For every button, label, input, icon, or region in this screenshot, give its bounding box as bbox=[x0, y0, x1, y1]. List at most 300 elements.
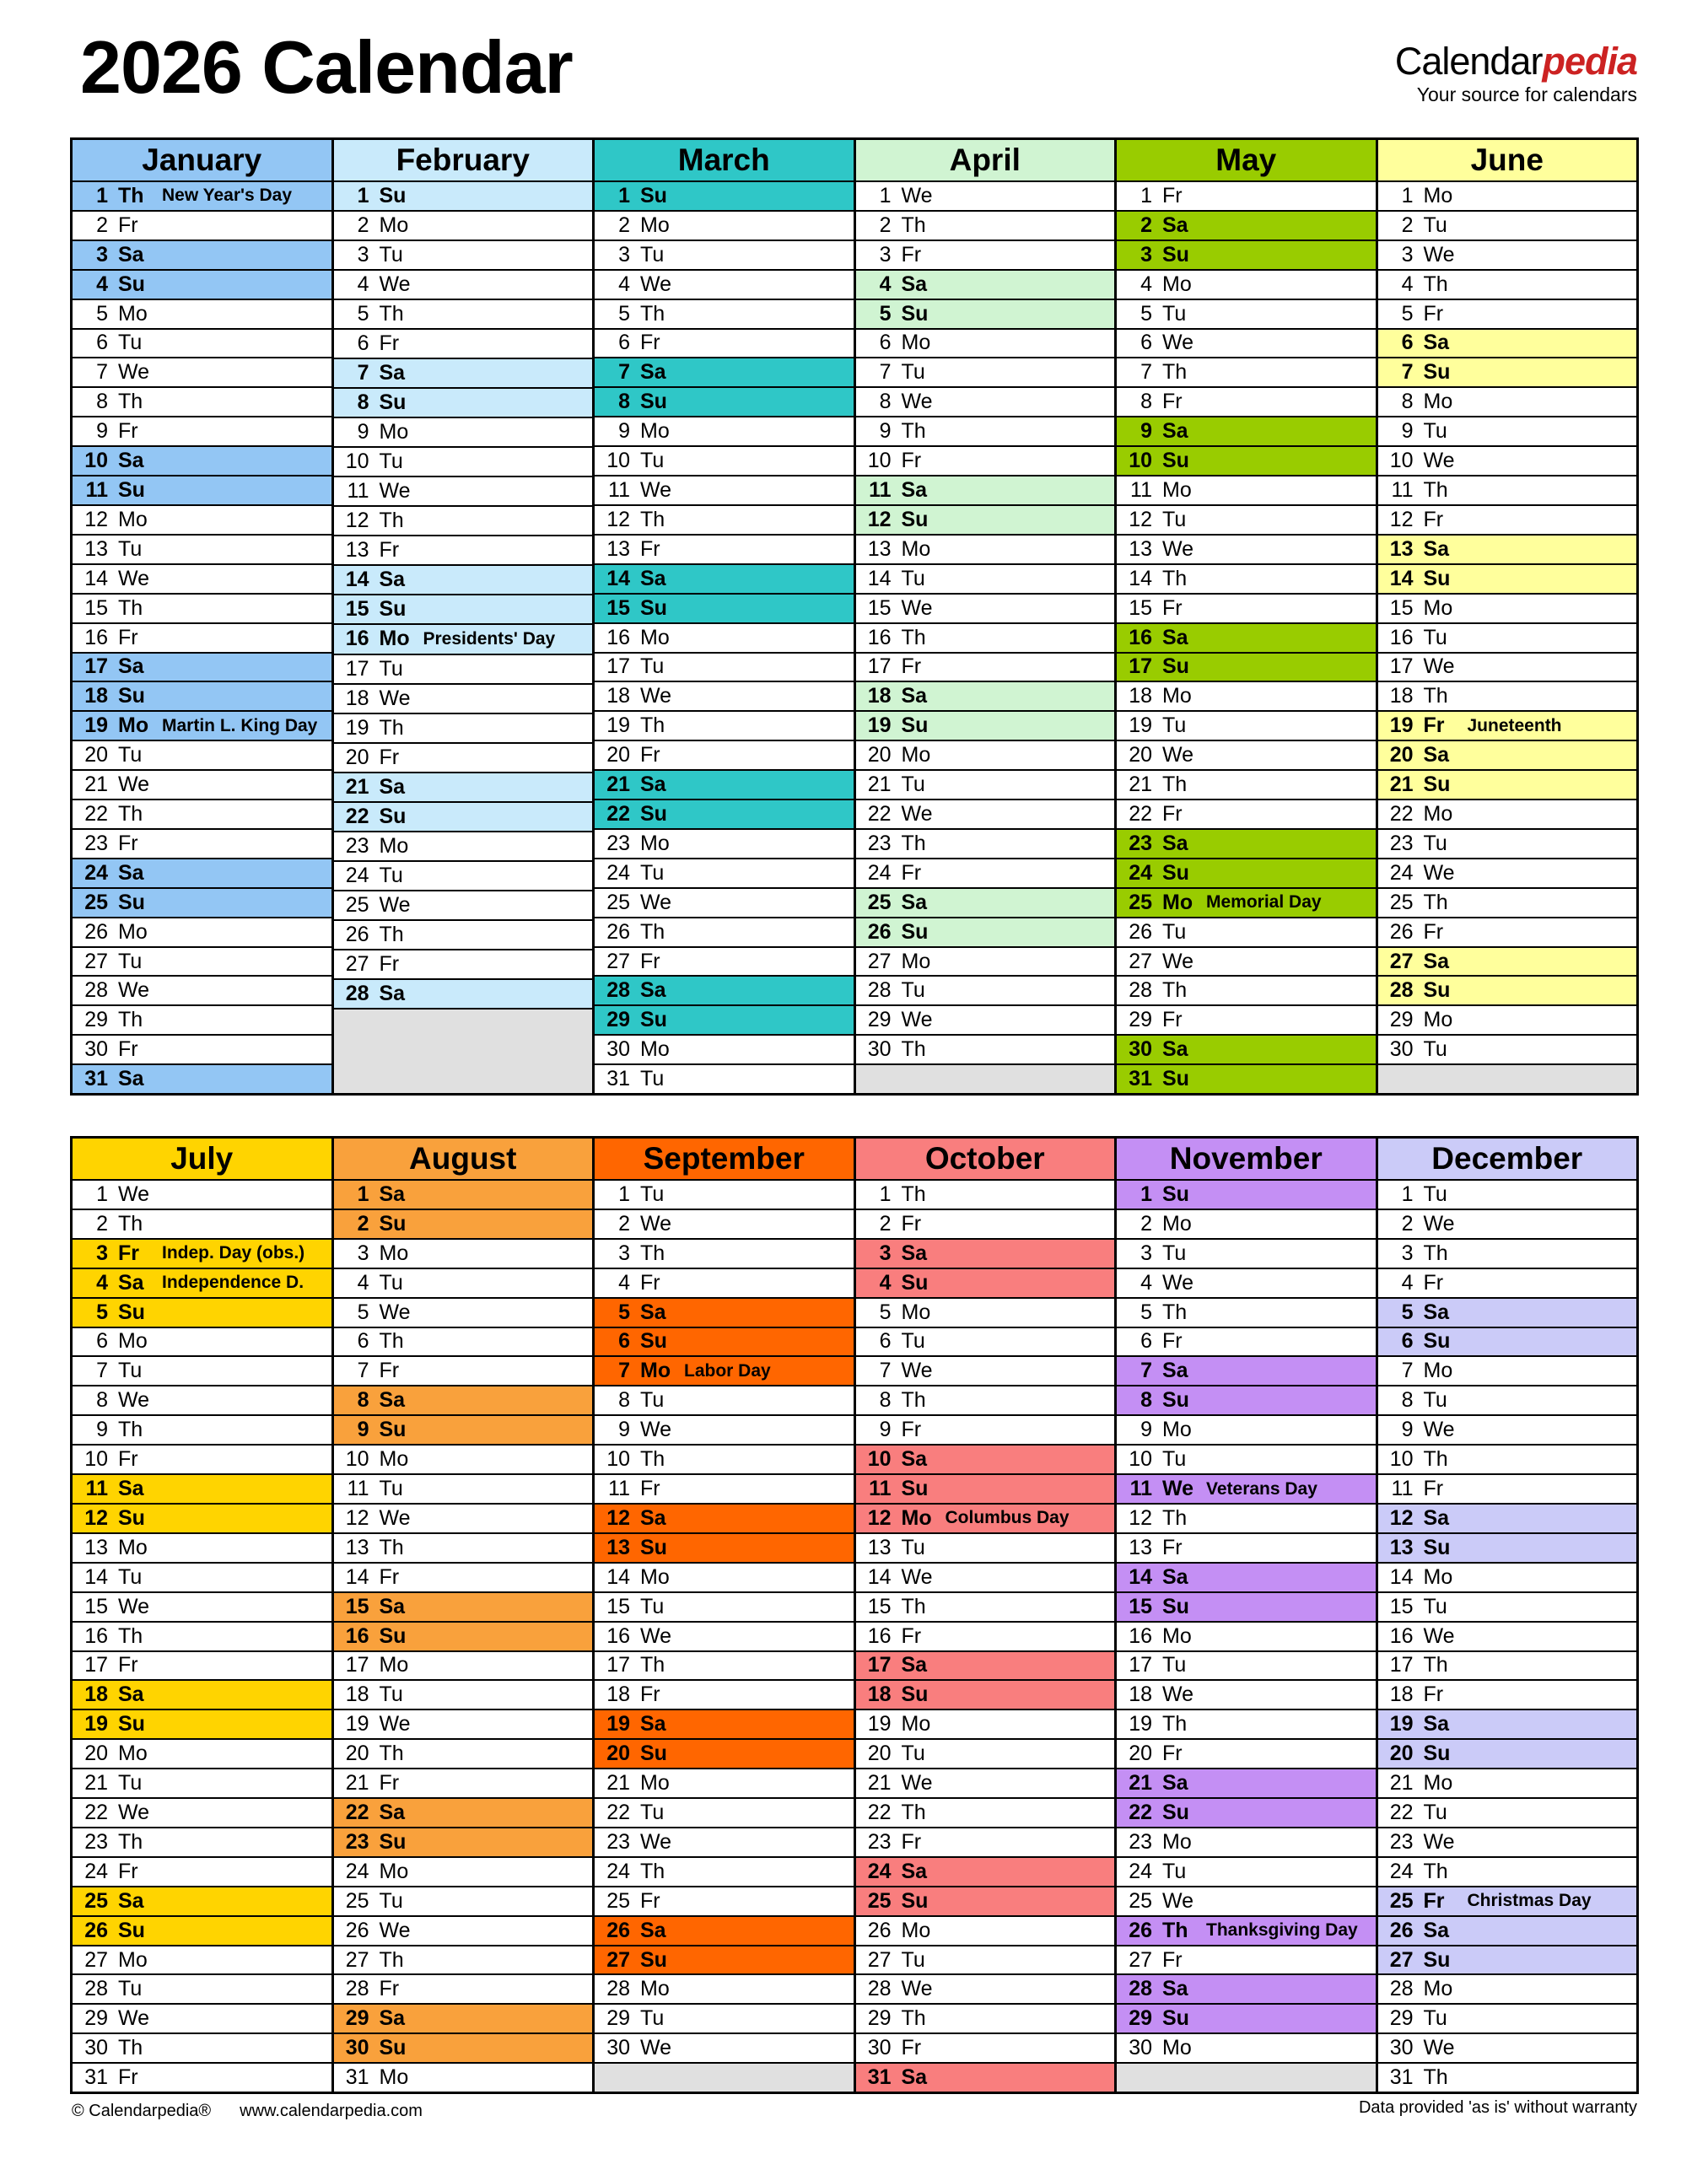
day-weekday: Tu bbox=[1423, 1182, 1447, 1206]
day-weekday: Th bbox=[118, 801, 143, 826]
day-number: 25 bbox=[345, 892, 369, 917]
day-row bbox=[1378, 977, 1637, 1006]
day-weekday: Fr bbox=[1423, 919, 1444, 944]
day-number: 2 bbox=[357, 213, 369, 238]
day-weekday: Sa bbox=[640, 1505, 666, 1530]
day-row bbox=[73, 1181, 331, 1210]
day-row bbox=[1378, 241, 1637, 271]
day-weekday: Mo bbox=[118, 713, 149, 738]
day-weekday: Tu bbox=[640, 1594, 665, 1618]
day-weekday: Mo bbox=[1423, 1977, 1453, 2001]
holiday-label: Veterans Day bbox=[1206, 1478, 1317, 1499]
day-weekday: Sa bbox=[118, 1477, 144, 1501]
day-weekday: Fr bbox=[118, 1447, 138, 1472]
day-weekday: Tu bbox=[379, 1683, 403, 1707]
day-row bbox=[1117, 1446, 1376, 1475]
day-number: 8 bbox=[96, 1388, 108, 1413]
day-row bbox=[856, 388, 1115, 417]
day-number: 11 bbox=[608, 1477, 630, 1501]
day-weekday: Mo bbox=[901, 1300, 931, 1324]
day-number: 22 bbox=[1129, 801, 1152, 826]
day-weekday: Th bbox=[379, 509, 404, 533]
day-number: 20 bbox=[1129, 743, 1152, 767]
day-weekday: We bbox=[1423, 1829, 1455, 1854]
day-number: 31 bbox=[345, 2065, 369, 2090]
day-row bbox=[1117, 1917, 1376, 1946]
day-weekday: Tu bbox=[1423, 1800, 1447, 1824]
day-number: 31 bbox=[84, 1067, 108, 1091]
day-number: 30 bbox=[867, 2036, 892, 2060]
day-row bbox=[856, 595, 1115, 624]
day-weekday: Th bbox=[1162, 1505, 1188, 1530]
day-row bbox=[856, 948, 1115, 977]
day-row bbox=[856, 1564, 1115, 1593]
day-row bbox=[334, 1710, 593, 1740]
day-number: 6 bbox=[618, 1329, 630, 1354]
day-number: 5 bbox=[879, 301, 892, 326]
day-number: 25 bbox=[867, 890, 892, 914]
day-number: 24 bbox=[84, 1859, 108, 1883]
day-weekday: We bbox=[1162, 536, 1194, 561]
day-row bbox=[73, 1505, 331, 1534]
day-number: 28 bbox=[606, 1977, 630, 2001]
day-row bbox=[73, 859, 331, 889]
day-row bbox=[334, 2005, 593, 2034]
day-number: 19 bbox=[1389, 713, 1414, 738]
day-row bbox=[334, 803, 593, 832]
day-row bbox=[1117, 1210, 1376, 1240]
day-row bbox=[1378, 1858, 1637, 1887]
day-weekday: We bbox=[640, 2036, 672, 2060]
day-row bbox=[1117, 212, 1376, 241]
day-row bbox=[334, 1475, 593, 1505]
day-number: 29 bbox=[345, 2006, 369, 2031]
day-row bbox=[334, 1446, 593, 1475]
day-row bbox=[1117, 712, 1376, 741]
day-number: 9 bbox=[96, 419, 108, 444]
day-weekday: Sa bbox=[379, 1594, 406, 1618]
day-weekday: Mo bbox=[901, 1918, 931, 1942]
day-row bbox=[1117, 1328, 1376, 1358]
day-weekday: Fr bbox=[379, 538, 400, 563]
day-number: 24 bbox=[1129, 860, 1152, 885]
day-weekday: Su bbox=[1162, 1388, 1189, 1413]
day-row bbox=[73, 182, 331, 212]
day-weekday: Th bbox=[1162, 978, 1188, 1003]
day-row bbox=[595, 948, 854, 977]
month-column-march bbox=[592, 140, 854, 1093]
month-header-april: April bbox=[856, 140, 1115, 182]
day-weekday: Sa bbox=[640, 360, 666, 385]
day-row bbox=[73, 1475, 331, 1505]
day-weekday: Tu bbox=[379, 1888, 403, 1913]
day-weekday: Tu bbox=[118, 949, 143, 973]
day-number: 1 bbox=[96, 1182, 108, 1206]
day-number: 11 bbox=[347, 479, 369, 503]
day-weekday: We bbox=[379, 1505, 411, 1530]
day-weekday: Fr bbox=[1423, 1888, 1445, 1913]
day-weekday: Mo bbox=[118, 1329, 148, 1354]
day-row bbox=[334, 1858, 593, 1887]
day-weekday: We bbox=[1423, 860, 1455, 885]
day-weekday: Fr bbox=[1423, 1270, 1444, 1295]
day-row bbox=[73, 918, 331, 948]
day-number: 22 bbox=[1389, 1800, 1414, 1824]
day-number: 23 bbox=[1129, 831, 1152, 855]
day-weekday: Su bbox=[118, 1712, 145, 1736]
day-number: 29 bbox=[1389, 1008, 1414, 1032]
day-weekday: Mo bbox=[1162, 684, 1192, 708]
day-row bbox=[1378, 918, 1637, 948]
day-weekday: Mo bbox=[1423, 183, 1453, 207]
day-number: 2 bbox=[879, 1211, 892, 1236]
day-row bbox=[856, 1652, 1115, 1682]
day-row bbox=[856, 712, 1115, 741]
day-number: 19 bbox=[1129, 713, 1152, 738]
logo-wordmark-black: Calendar bbox=[1394, 40, 1543, 83]
month-days-december bbox=[1378, 1181, 1637, 2092]
day-row bbox=[595, 1269, 854, 1299]
day-weekday: We bbox=[901, 1564, 933, 1589]
day-row bbox=[73, 1240, 331, 1269]
day-weekday: Sa bbox=[640, 1712, 666, 1736]
day-row bbox=[856, 1534, 1115, 1564]
day-row bbox=[595, 271, 854, 300]
logo-wordmark bbox=[1394, 40, 1637, 83]
day-number: 2 bbox=[1140, 213, 1152, 237]
day-number: 18 bbox=[1129, 684, 1152, 708]
day-row bbox=[1117, 1386, 1376, 1416]
day-row bbox=[856, 271, 1115, 300]
day-weekday: Mo bbox=[379, 420, 409, 444]
month-header-march: March bbox=[595, 140, 854, 182]
day-weekday: Sa bbox=[640, 1918, 666, 1942]
day-row bbox=[1117, 830, 1376, 859]
day-row bbox=[595, 1946, 854, 1976]
day-number: 16 bbox=[606, 625, 630, 649]
day-weekday: Sa bbox=[1162, 419, 1188, 444]
day-weekday: Su bbox=[379, 1623, 407, 1648]
day-number: 4 bbox=[1401, 1270, 1414, 1295]
day-weekday: Su bbox=[640, 390, 667, 414]
day-weekday: Mo bbox=[640, 1771, 670, 1796]
day-row bbox=[1378, 1006, 1637, 1036]
day-row bbox=[595, 1799, 854, 1828]
day-number: 3 bbox=[1140, 1241, 1152, 1265]
day-weekday: We bbox=[1423, 1418, 1455, 1442]
day-row bbox=[856, 654, 1115, 683]
day-row bbox=[856, 1887, 1115, 1917]
day-number: 23 bbox=[1389, 831, 1414, 855]
day-weekday: Sa bbox=[901, 1859, 928, 1883]
day-number: 3 bbox=[357, 243, 369, 267]
day-number: 9 bbox=[1140, 419, 1152, 444]
empty-cell bbox=[334, 1010, 593, 1093]
day-weekday: Mo bbox=[1162, 890, 1193, 914]
day-row bbox=[1378, 1505, 1637, 1534]
day-number: 15 bbox=[606, 595, 630, 620]
day-number: 26 bbox=[1389, 919, 1414, 944]
day-row bbox=[1378, 889, 1637, 918]
day-weekday: Mo bbox=[1423, 1771, 1453, 1796]
day-number: 5 bbox=[357, 302, 369, 326]
day-number: 19 bbox=[867, 1712, 892, 1736]
day-number: 5 bbox=[1140, 301, 1152, 326]
day-row bbox=[595, 1740, 854, 1769]
day-weekday: Mo bbox=[1423, 1008, 1453, 1032]
day-weekday: Tu bbox=[1423, 1037, 1447, 1062]
day-row bbox=[1117, 1623, 1376, 1652]
day-weekday: Su bbox=[1423, 1535, 1451, 1559]
day-row bbox=[595, 1534, 854, 1564]
day-number: 18 bbox=[606, 1683, 630, 1707]
day-row bbox=[1117, 1564, 1376, 1593]
footer-copyright bbox=[72, 2102, 423, 2121]
day-weekday: Th bbox=[1423, 1447, 1448, 1472]
day-weekday: Fr bbox=[379, 331, 400, 356]
holiday-label: Columbus Day bbox=[945, 1508, 1070, 1528]
day-number: 8 bbox=[1140, 390, 1152, 414]
day-number: 10 bbox=[606, 449, 630, 473]
day-weekday: We bbox=[901, 1008, 933, 1032]
day-row bbox=[334, 418, 593, 448]
day-number: 4 bbox=[879, 1270, 892, 1295]
day-weekday: Th bbox=[118, 1829, 143, 1854]
day-weekday: Th bbox=[640, 1447, 665, 1472]
month-column-october bbox=[854, 1139, 1115, 2092]
month-column-november bbox=[1114, 1139, 1376, 2092]
day-row bbox=[1378, 1975, 1637, 2005]
day-row bbox=[1378, 2034, 1637, 2064]
day-row bbox=[856, 1681, 1115, 1710]
day-number: 12 bbox=[84, 507, 108, 531]
day-row bbox=[856, 1269, 1115, 1299]
calendar-top-half bbox=[70, 137, 1639, 1096]
day-number: 3 bbox=[618, 242, 630, 267]
day-row bbox=[1378, 1416, 1637, 1446]
website-url[interactable]: www.calendarpedia.com bbox=[240, 2102, 423, 2120]
day-weekday: We bbox=[379, 892, 411, 917]
day-weekday: Fr bbox=[901, 449, 922, 473]
day-row bbox=[334, 1623, 593, 1652]
day-weekday: We bbox=[1162, 1477, 1194, 1501]
day-row bbox=[73, 1681, 331, 1710]
day-number: 25 bbox=[1129, 890, 1152, 914]
day-weekday: Su bbox=[1162, 860, 1189, 885]
day-number: 1 bbox=[1401, 183, 1414, 207]
day-number: 18 bbox=[1129, 1683, 1152, 1707]
month-header-july: July bbox=[73, 1139, 331, 1181]
day-row bbox=[595, 1564, 854, 1593]
day-weekday: Fr bbox=[640, 1270, 660, 1295]
day-number: 16 bbox=[606, 1623, 630, 1648]
day-weekday: Mo bbox=[379, 1241, 409, 1265]
day-row bbox=[334, 212, 593, 241]
day-number: 21 bbox=[1129, 1771, 1152, 1796]
day-number: 9 bbox=[879, 1418, 892, 1442]
day-number: 23 bbox=[1129, 1829, 1152, 1854]
day-number: 26 bbox=[84, 1918, 108, 1942]
day-row bbox=[1117, 1181, 1376, 1210]
day-number: 11 bbox=[85, 478, 108, 503]
day-number: 9 bbox=[357, 420, 369, 444]
day-number: 12 bbox=[606, 1505, 630, 1530]
day-row bbox=[595, 358, 854, 388]
day-number: 1 bbox=[357, 184, 369, 208]
day-weekday: Th bbox=[640, 1653, 665, 1677]
day-weekday: Sa bbox=[1423, 1300, 1450, 1324]
month-days-september bbox=[595, 1181, 854, 2092]
day-weekday: Su bbox=[1423, 773, 1451, 797]
day-weekday: Th bbox=[1162, 1918, 1188, 1942]
day-number: 25 bbox=[606, 890, 630, 914]
holiday-label: Christmas Day bbox=[1467, 1891, 1592, 1911]
day-number: 31 bbox=[84, 2065, 108, 2090]
day-weekday: Tu bbox=[640, 449, 665, 473]
day-weekday: Tu bbox=[640, 654, 665, 679]
day-weekday: We bbox=[640, 272, 672, 296]
day-number: 15 bbox=[1389, 1594, 1414, 1618]
day-weekday: Th bbox=[901, 1388, 926, 1413]
day-weekday: Th bbox=[901, 1594, 926, 1618]
day-weekday: We bbox=[379, 1918, 411, 1942]
day-row bbox=[856, 1036, 1115, 1065]
day-row bbox=[1378, 682, 1637, 712]
day-weekday: We bbox=[901, 390, 933, 414]
day-row bbox=[1378, 800, 1637, 830]
day-row bbox=[1378, 712, 1637, 741]
day-weekday: Mo bbox=[379, 1859, 409, 1883]
day-number: 3 bbox=[879, 242, 892, 267]
day-row bbox=[334, 921, 593, 950]
day-row bbox=[595, 1065, 854, 1093]
day-row bbox=[1378, 1386, 1637, 1416]
day-number: 3 bbox=[357, 1241, 369, 1265]
day-row bbox=[1117, 241, 1376, 271]
day-number: 12 bbox=[345, 1505, 369, 1530]
day-row bbox=[1378, 1769, 1637, 1799]
day-weekday: Th bbox=[1423, 1241, 1448, 1265]
day-row bbox=[595, 771, 854, 800]
day-number: 2 bbox=[357, 1211, 369, 1236]
day-weekday: Mo bbox=[901, 1505, 932, 1530]
day-row bbox=[856, 2034, 1115, 2064]
day-number: 2 bbox=[879, 213, 892, 237]
page-title: 2026 Calendar bbox=[80, 25, 573, 109]
day-weekday: Su bbox=[1423, 1329, 1451, 1354]
day-weekday: Mo bbox=[640, 831, 670, 855]
day-number: 12 bbox=[345, 509, 369, 533]
day-row bbox=[1117, 565, 1376, 595]
day-weekday: Mo bbox=[1423, 1359, 1453, 1383]
day-row bbox=[856, 682, 1115, 712]
day-row bbox=[73, 1269, 331, 1299]
day-number: 1 bbox=[618, 183, 630, 207]
day-weekday: Mo bbox=[118, 1535, 148, 1559]
day-number: 24 bbox=[606, 1859, 630, 1883]
day-number: 17 bbox=[1129, 1653, 1152, 1677]
day-row bbox=[1378, 300, 1637, 330]
day-weekday: Tu bbox=[118, 1564, 143, 1589]
day-row bbox=[595, 1386, 854, 1416]
day-weekday: Su bbox=[1162, 2006, 1189, 2031]
day-row bbox=[73, 1416, 331, 1446]
day-number: 9 bbox=[879, 419, 892, 444]
day-number: 15 bbox=[345, 597, 369, 622]
day-row bbox=[334, 773, 593, 803]
day-weekday: Mo bbox=[1162, 1623, 1192, 1648]
day-row bbox=[856, 182, 1115, 212]
day-row bbox=[334, 330, 593, 359]
day-row bbox=[595, 1210, 854, 1240]
day-number: 25 bbox=[84, 1888, 108, 1913]
day-weekday: Mo bbox=[379, 2065, 409, 2090]
day-row bbox=[1117, 536, 1376, 565]
day-number: 16 bbox=[345, 1623, 369, 1648]
day-weekday: We bbox=[1423, 654, 1455, 679]
day-number: 17 bbox=[606, 1653, 630, 1677]
day-row bbox=[1117, 1740, 1376, 1769]
day-weekday: Sa bbox=[118, 1683, 144, 1707]
day-weekday: Fr bbox=[1162, 390, 1183, 414]
day-number: 17 bbox=[1389, 654, 1414, 679]
day-weekday: Tu bbox=[901, 360, 925, 385]
day-weekday: Su bbox=[379, 597, 407, 622]
day-row bbox=[856, 1006, 1115, 1036]
day-weekday: We bbox=[1162, 949, 1194, 973]
day-row bbox=[1378, 2064, 1637, 2092]
day-number: 7 bbox=[879, 1359, 892, 1383]
day-row bbox=[1117, 1946, 1376, 1976]
day-row bbox=[73, 1036, 331, 1065]
day-row bbox=[1117, 800, 1376, 830]
day-number: 14 bbox=[1129, 566, 1152, 590]
day-row bbox=[1117, 889, 1376, 918]
day-number: 9 bbox=[618, 1418, 630, 1442]
day-row bbox=[1117, 358, 1376, 388]
day-weekday: Sa bbox=[640, 1300, 666, 1324]
day-number: 12 bbox=[1129, 507, 1152, 531]
day-row bbox=[1117, 948, 1376, 977]
day-weekday: Tu bbox=[1162, 1241, 1187, 1265]
day-row bbox=[595, 417, 854, 447]
day-row bbox=[1378, 1240, 1637, 1269]
day-number: 1 bbox=[1140, 1182, 1152, 1206]
day-weekday: Sa bbox=[640, 566, 666, 590]
day-row bbox=[1117, 1593, 1376, 1623]
day-row bbox=[595, 1887, 854, 1917]
day-number: 1 bbox=[618, 1182, 630, 1206]
day-weekday: Mo bbox=[1423, 1564, 1453, 1589]
day-weekday: Th bbox=[118, 390, 143, 414]
day-number: 26 bbox=[345, 1918, 369, 1942]
day-weekday: Fr bbox=[901, 1829, 922, 1854]
day-weekday: Sa bbox=[118, 654, 144, 679]
day-weekday: Fr bbox=[901, 654, 922, 679]
day-weekday: Fr bbox=[901, 1418, 922, 1442]
day-weekday: Su bbox=[379, 390, 407, 415]
day-weekday: Fr bbox=[1162, 1008, 1183, 1032]
day-number: 3 bbox=[96, 242, 108, 267]
day-weekday: Th bbox=[118, 1623, 143, 1648]
month-column-december bbox=[1376, 1139, 1637, 2092]
day-row bbox=[73, 1799, 331, 1828]
day-row bbox=[334, 714, 593, 744]
day-weekday: Su bbox=[901, 301, 929, 326]
day-row bbox=[1378, 565, 1637, 595]
day-row bbox=[1117, 1475, 1376, 1505]
day-weekday: We bbox=[901, 595, 933, 620]
